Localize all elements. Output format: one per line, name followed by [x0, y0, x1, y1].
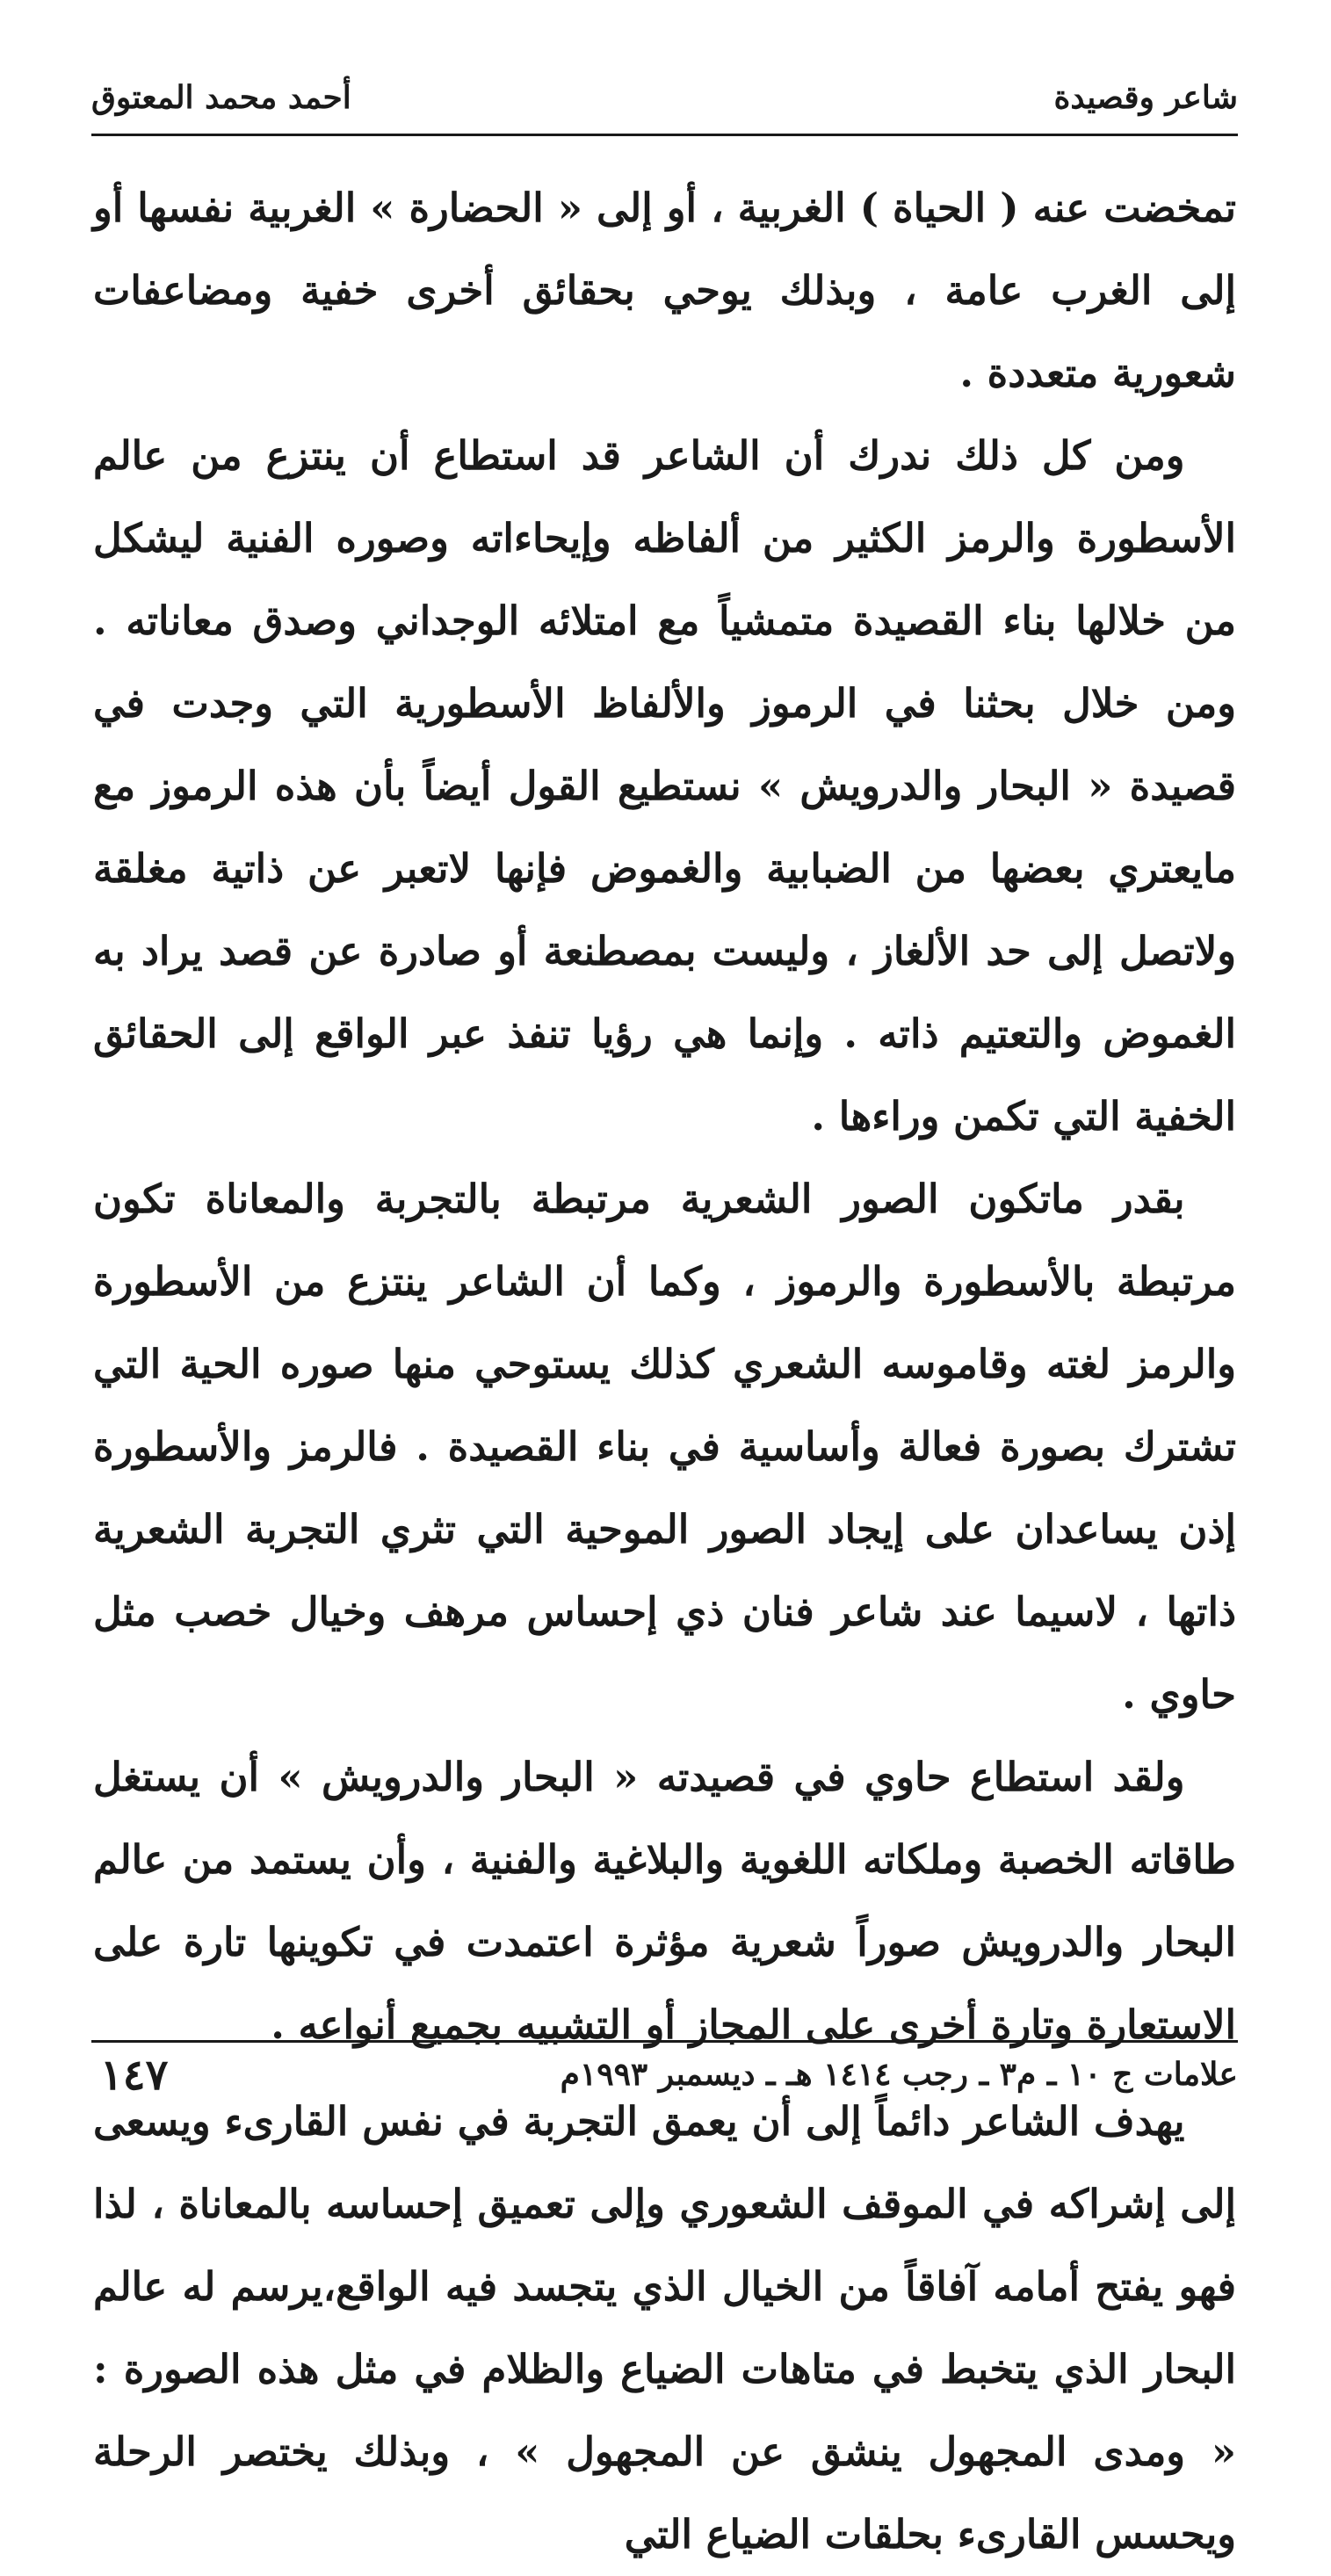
body-text: [93, 167, 1236, 2576]
paragraph-2: ومن كل ذلك ندرك أن الشاعر قد استطاع أن ينتزع من عالم الأسطورة والرمز الكثير من ألفاظه وإيحاءاته وصوره الفنية ليشكل من خلالها بناء القصيدة متمشياً مع امتلائه الوجداني وصدق معاناته . ومن خلال بحثنا في الرموز والألفاظ الأسطورية التي وجدت في قصيدة « البحار والدرويش » نستطيع القول أيضاً بأن هذه الرموز مع مايعتري بعضها من الضبابية والغموض فإنها لاتعبر عن ذاتية مغلقة ولاتصل إلى حد الألغاز ، وليست بمصطنعة أو صادرة عن قصد يراد به الغموض والتعتيم ذاته . وإنما هي رؤيا تنفذ عبر الواقع إلى الحقائق الخفية التي تكمن وراءها .: [93, 432, 1236, 1140]
header-rule: [91, 134, 1238, 136]
header-author: أحمد محمد المعتوق: [91, 79, 351, 116]
paragraph-1: تمخضت عنه ( الحياة ) الغربية ، أو إلى « الحضارة » الغربية نفسها أو إلى الغرب عامة ، وبذلك يوحي بحقائق أخرى خفية ومضاعفات شعورية متعددة .: [93, 185, 1236, 396]
header-section-title: شاعر وقصيدة: [1053, 79, 1238, 116]
page-number: ١٤٧: [100, 2051, 169, 2100]
page-footer: [91, 2051, 1238, 2109]
footer-issue-info: علامات ج ١٠ ـ م٣ ـ رجب ١٤١٤ هـ ـ ديسمبر ١٩٩٣م: [560, 2056, 1238, 2093]
footer-rule: [91, 2040, 1238, 2043]
paragraph-4: ولقد استطاع حاوي في قصيدته « البحار والدرويش » أن يستغل طاقاته الخصبة وملكاته اللغوية والبلاغية والفنية ، وأن يستمد من عالم البحار والدرويش صوراً شعرية مؤثرة اعتمدت في تكوينها تارة على الاستعارة وتارة أخرى على المجاز أو التشبيه بجميع أنواعه .: [93, 1754, 1236, 2048]
paragraph-5: يهدف الشاعر دائماً إلى أن يعمق التجربة في نفس القارىء ويسعى إلى إشراكه في الموقف الشعوري وإلى تعميق إحساسه بالمعاناة ، لذا فهو يفتح أمامه آفاقاً من الخيال الذي يتجسد فيه الواقع،يرسم له عالم البحار الذي يتخبط في متاهات الضياع والظلام في مثل هذه الصورة : « ومدى المجهول ينشق عن المجهول » ، وبذلك يختصر الرحلة ويحسس القارىء بحلقات الضياع التي: [93, 2098, 1236, 2558]
paragraph-3: بقدر ماتكون الصور الشعرية مرتبطة بالتجربة والمعاناة تكون مرتبطة بالأسطورة والرموز ، وكما أن الشاعر ينتزع من الأسطورة والرمز لغته وقاموسه الشعري كذلك يستوحي منها صوره الحية التي تشترك بصورة فعالة وأساسية في بناء القصيدة . فالرمز والأسطورة إذن يساعدان على إيجاد الصور الموحية التي تثري التجربة الشعرية ذاتها ، لاسيما عند شاعر فنان ذي إحساس مرهف وخيال خصب مثل حاوي .: [93, 1176, 1236, 1718]
running-header: [91, 74, 1238, 135]
